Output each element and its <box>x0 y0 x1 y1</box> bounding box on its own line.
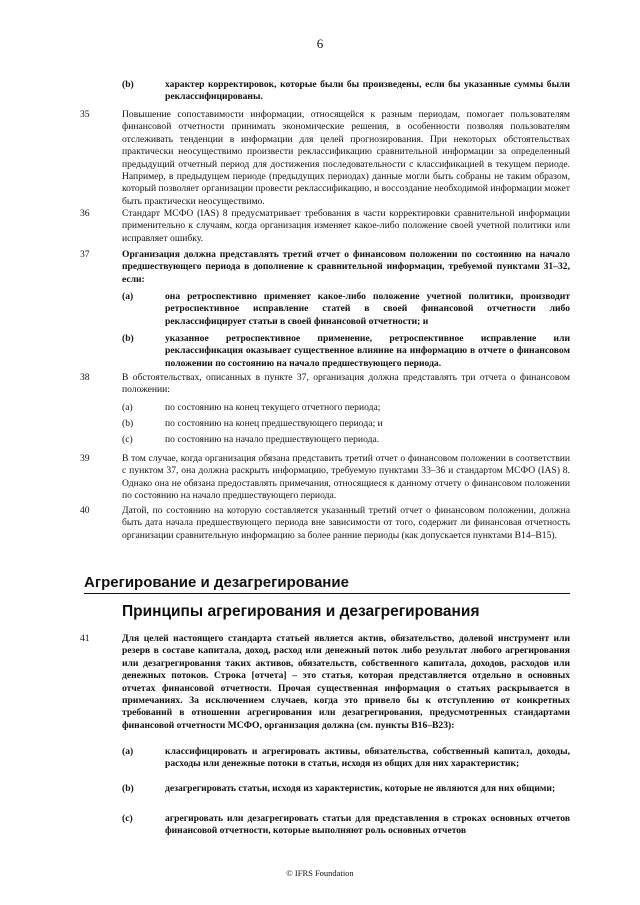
item-text: по состоянию на начало предшествующего периода. <box>165 434 380 445</box>
paragraph-number: 38 <box>80 372 90 383</box>
paragraph-number: 36 <box>80 208 90 219</box>
paragraph-text: Для целей настоящего стандарта статьей является актив, обязательство, долевой инструмент или резерв в составе капитала, доход, расход или денежный поток либо результат любого агрегирования или дезагрегирования таких активов, обязательств, собственного капитала, доходов, расходов или денежных потоков. Строка [отчета] – это статья, которая представляется отдельно в основных отчетах финансовой отчетности. Прочая существенная информация о статьях раскрывается в примечаниях. За исключением случаев, когда это привело бы к отступлению от конкретных требований в отношении агрегирования или дезагрегирования, предусмотренных стандартами финансовой отчетности МСФО, организация должна (см. пункты B16–B23): <box>122 633 570 731</box>
page-footer: © IFRS Foundation <box>286 868 354 878</box>
item-label: (a) <box>122 402 133 413</box>
list-item <box>122 783 570 795</box>
item-text: по состоянию на конец текущего отчетного периода; <box>165 402 381 413</box>
paragraph-text: Датой, по состоянию на которую составляется указанный третий отчет о финансовом положении, должна быть дата начала предшествующего периода вне зависимости от того, содержит ли финансовая отчетность организации сравнительную информацию за более ранние периоды (как допускается пунктами B14–B15). <box>122 505 570 541</box>
paragraph-40 <box>80 505 570 542</box>
list-item <box>122 434 570 446</box>
item-label: (c) <box>122 434 133 445</box>
item-label: (c) <box>122 813 133 824</box>
paragraph-text: Организация должна представлять третий отчет о финансовом положении по состоянию на начало предшествующего периода в дополнение к сравнительной информации, требуемой пунктами 31–32, если: <box>122 249 570 285</box>
paragraph-38 <box>80 372 570 397</box>
paragraph-text: В обстоятельствах, описанных в пункте 37, организация должна представлять три отчета о финансовом положении: <box>122 372 570 396</box>
list-item <box>122 746 570 771</box>
list-item <box>122 291 570 328</box>
paragraph-35 <box>80 109 570 208</box>
paragraph-number: 37 <box>80 249 90 260</box>
list-item <box>122 333 570 370</box>
paragraph-text: В том случае, когда организация обязана представить третий отчет о финансовом положении в соответствии с пунктом 37, она должна раскрыть информацию, требуемую пунктами 33–36 и стандартом МСФО (IAS) 8. Однако она не обязана предоставлять примечания, относящиеся к данному отчету о финансовом положении по состоянию на начало предшествующего периода. <box>122 453 570 502</box>
page-number: 6 <box>316 36 324 51</box>
paragraph-number: 41 <box>80 633 90 644</box>
item-label: (a) <box>122 746 134 757</box>
item-text: классифицировать и агрегировать активы, обязательства, собственный капитал, доходы, расходы или денежные потоки в статьи, исходя из общих для них характеристик; <box>165 746 570 770</box>
item-text: по состоянию на конец предшествующего периода; и <box>165 418 383 429</box>
item-label: (b) <box>122 783 134 794</box>
list-item <box>122 402 570 414</box>
list-item <box>122 813 570 838</box>
list-item <box>122 79 570 104</box>
paragraph-number: 40 <box>80 505 90 516</box>
paragraph-text: Повышение сопоставимости информации, относящейся к разным периодам, помогает пользователям финансовой отчетности принимать экономические решения, в особенности позволяя пользователям отслеживать тенденции в информации для целей прогнозирования. При некоторых обстоятельствах практически неосуществимо произвести реклассификацию сравнительной информации за определенный предыдущий отчетный период для достижения последовательности с классификацией в текущем периоде. Например, в предыдущем периоде (предыдущих периодах) данные могли быть собраны не таким образом, который позволяет организации провести реклассификацию, и воссоздание необходимой информации может быть практически неосуществимо. <box>122 109 570 207</box>
paragraph-37 <box>80 249 570 286</box>
paragraph-39 <box>80 453 570 503</box>
paragraph-41 <box>80 633 570 732</box>
paragraph-number: 39 <box>80 453 90 464</box>
paragraph-text: Стандарт МСФО (IAS) 8 предусматривает требования в части корректировки сравнительной информации применительно к случаям, когда организация изменяет какое-либо положение своей учетной политики или исправляет ошибку. <box>122 208 570 244</box>
paragraph-36 <box>80 208 570 245</box>
item-text: она ретроспективно применяет какое-либо положение учетной политики, производит ретроспективное исправление статей в своей финансовой отчетности либо реклассифицирует статьи в своей финансовой отчетности; и <box>165 291 570 327</box>
item-text: указанное ретроспективное применение, ретроспективное исправление или реклассификация оказывает существенное влияние на информацию в отчете о финансовом положении по состоянию на начало предшествующего периода. <box>165 333 570 369</box>
item-label: (b) <box>122 79 134 90</box>
section-heading: Агрегирование и дезагрегирование <box>84 574 570 594</box>
item-label: (b) <box>122 333 134 344</box>
item-text: дезагрегировать статьи, исходя из характеристик, которые не являются для них общими; <box>165 783 556 794</box>
sub-heading: Принципы агрегирования и дезагрегирования <box>122 603 480 620</box>
list-item <box>122 418 570 430</box>
item-text: характер корректировок, которые были бы произведены, если бы указанные суммы были реклассифицированы. <box>165 79 570 103</box>
item-text: агрегировать или дезагрегировать статьи для представления в строках основных отчетов финансовой отчетности, которые выполняют роль основных отчетов <box>165 813 570 837</box>
item-label: (a) <box>122 291 134 302</box>
item-label: (b) <box>122 418 134 429</box>
paragraph-number: 35 <box>80 109 90 120</box>
